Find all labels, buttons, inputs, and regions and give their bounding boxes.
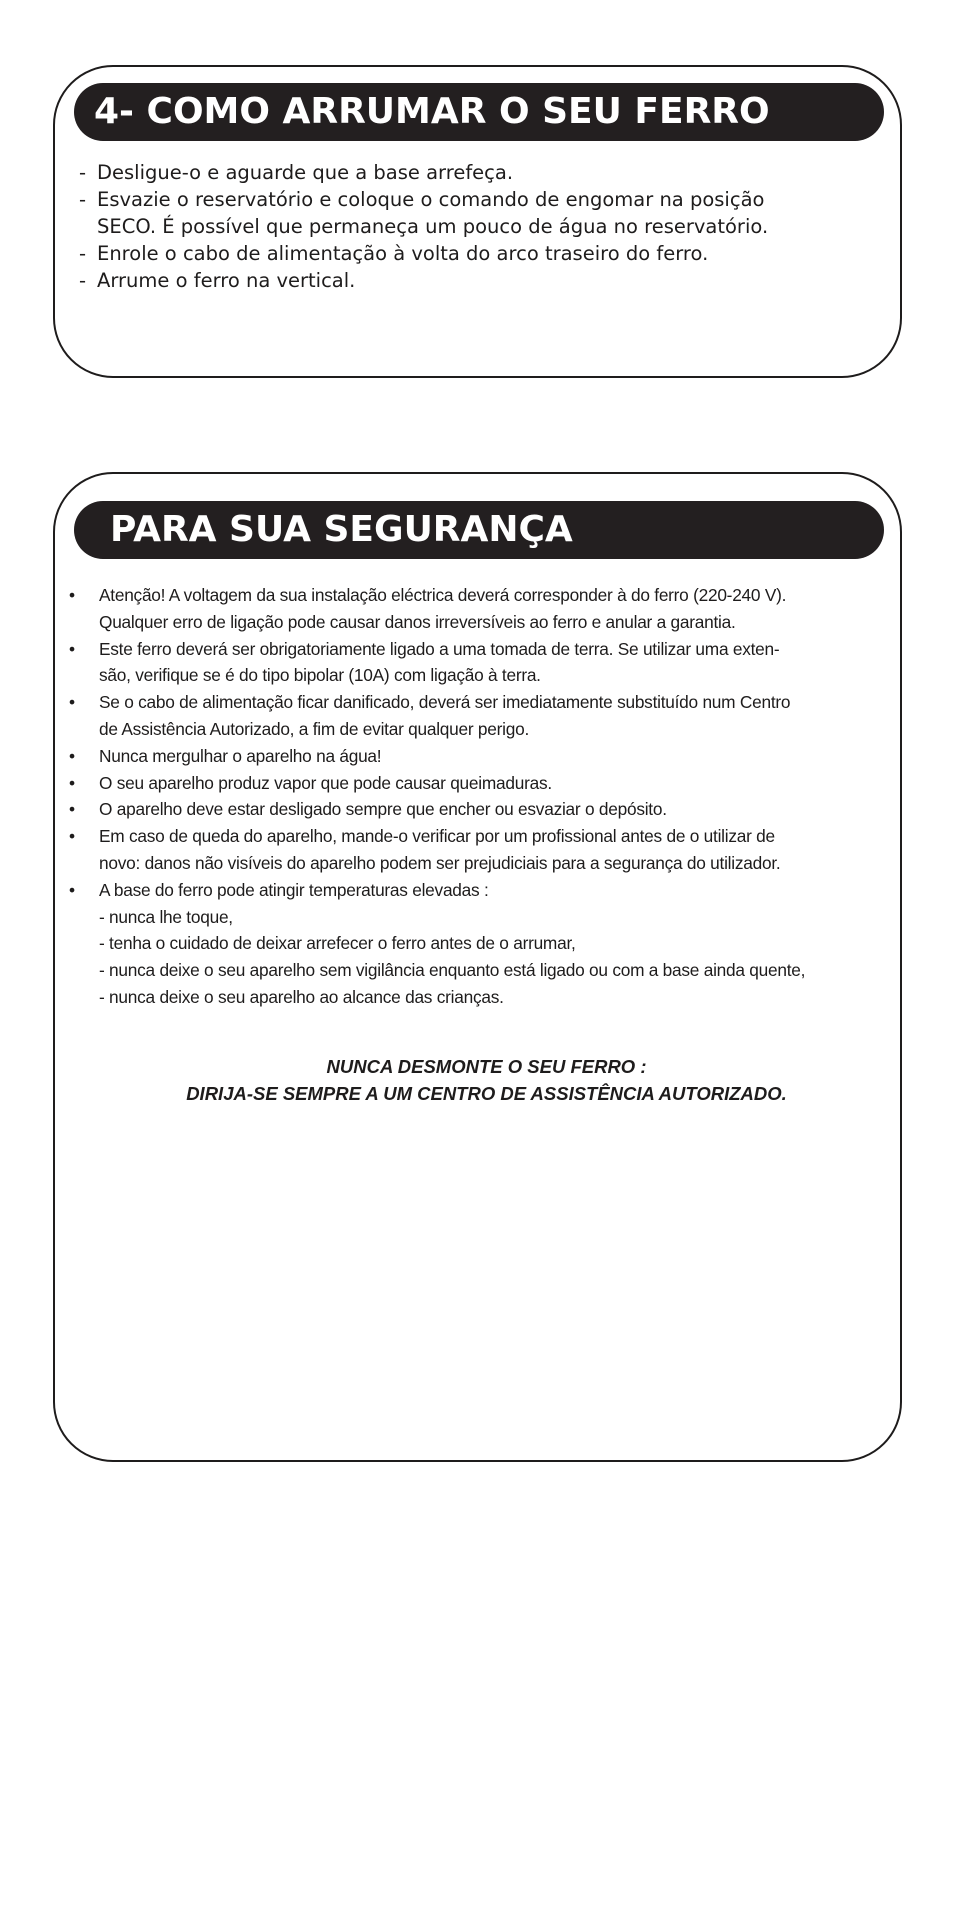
safety-panel <box>53 472 902 1462</box>
step-text-line: Esvazie o reservatório e coloque o comando de engomar na posição <box>97 188 765 211</box>
rule-text-line: O seu aparelho produz vapor que pode causar queimaduras. <box>99 772 552 793</box>
dash-marker: - <box>79 242 87 265</box>
safety-rules-list <box>69 582 894 1011</box>
dash-marker: - <box>79 161 87 184</box>
storage-step <box>79 186 879 240</box>
rule-text-line: Se o cabo de alimentação ficar danificado, deverá ser imediatamente substituído num Centro <box>99 692 791 713</box>
step-text-line: SECO. É possível que permaneça um pouco de água no reservatório. <box>97 215 769 238</box>
safety-rule <box>69 877 894 1011</box>
dash-marker: - <box>79 269 87 292</box>
rule-text-line: Atenção! A voltagem da sua instalação eléctrica deverá corresponder à do ferro (220-240 V). <box>99 585 787 605</box>
step-text-line: Arrume o ferro na vertical. <box>97 269 356 292</box>
rule-text-line: são, verifique se é do tipo bipolar (10A) com ligação à terra. <box>99 665 541 686</box>
warning-line-2: DIRIJA-SE SEMPRE A UM CENTRO DE ASSISTÊNCIA AUTORIZADO. <box>186 1082 787 1104</box>
bullet-marker: • <box>69 879 75 900</box>
bullet-marker: • <box>69 745 75 766</box>
safety-title: PARA SUA SEGURANÇA <box>74 501 884 559</box>
rule-text-line: Este ferro deverá ser obrigatoriamente ligado a uma tomada de terra. Se utilizar uma exten- <box>99 638 780 659</box>
rule-text-line: Nunca mergulhar o aparelho na água! <box>99 745 382 766</box>
storage-title: 4- COMO ARRUMAR O SEU FERRO <box>74 83 884 141</box>
rule-sub-item: - nunca lhe toque, <box>99 906 233 927</box>
storage-steps-list <box>79 159 879 294</box>
storage-step <box>79 240 879 267</box>
warning-notice <box>55 1054 900 1107</box>
bullet-marker: • <box>69 799 75 820</box>
rule-sub-list <box>99 904 894 1011</box>
safety-rule <box>69 770 894 797</box>
rule-text-line: A base do ferro pode atingir temperaturas elevadas : <box>99 879 489 900</box>
bullet-marker: • <box>69 638 75 659</box>
safety-rule <box>69 823 894 877</box>
step-text-line: Enrole o cabo de alimentação à volta do arco traseiro do ferro. <box>97 242 709 265</box>
bullet-marker: • <box>69 826 75 847</box>
rule-sub-item: - nunca deixe o seu aparelho ao alcance das crianças. <box>99 986 504 1007</box>
bullet-marker: • <box>69 692 75 713</box>
storage-panel <box>53 65 902 378</box>
rule-text-line: Em caso de queda do aparelho, mande-o verificar por um profissional antes de o utilizar de <box>99 826 775 847</box>
safety-rule <box>69 796 894 823</box>
rule-text-line: O aparelho deve estar desligado sempre que encher ou esvaziar o depósito. <box>99 799 667 820</box>
safety-rule <box>69 636 894 690</box>
rule-sub-item: - nunca deixe o seu aparelho sem vigilância enquanto está ligado ou com a base ainda quente, <box>99 960 806 981</box>
bullet-marker: • <box>69 772 75 793</box>
dash-marker: - <box>79 188 87 211</box>
safety-rule <box>69 689 894 743</box>
safety-rule <box>69 743 894 770</box>
warning-line-1: NUNCA DESMONTE O SEU FERRO : <box>326 1056 647 1077</box>
step-text-line: Desligue-o e aguarde que a base arrefeça. <box>97 161 514 184</box>
bullet-marker: • <box>69 585 75 605</box>
rule-text-line: novo: danos não visíveis do aparelho podem ser prejudiciais para a segurança do utilizador. <box>99 852 781 873</box>
storage-step <box>79 159 879 186</box>
safety-rule <box>69 582 894 636</box>
rule-text-line: Qualquer erro de ligação pode causar danos irreversíveis ao ferro e anular a garantia. <box>99 611 736 632</box>
storage-step <box>79 267 879 294</box>
rule-sub-item: - tenha o cuidado de deixar arrefecer o ferro antes de o arrumar, <box>99 933 576 954</box>
rule-text-line: de Assistência Autorizado, a fim de evitar qualquer perigo. <box>99 718 530 739</box>
